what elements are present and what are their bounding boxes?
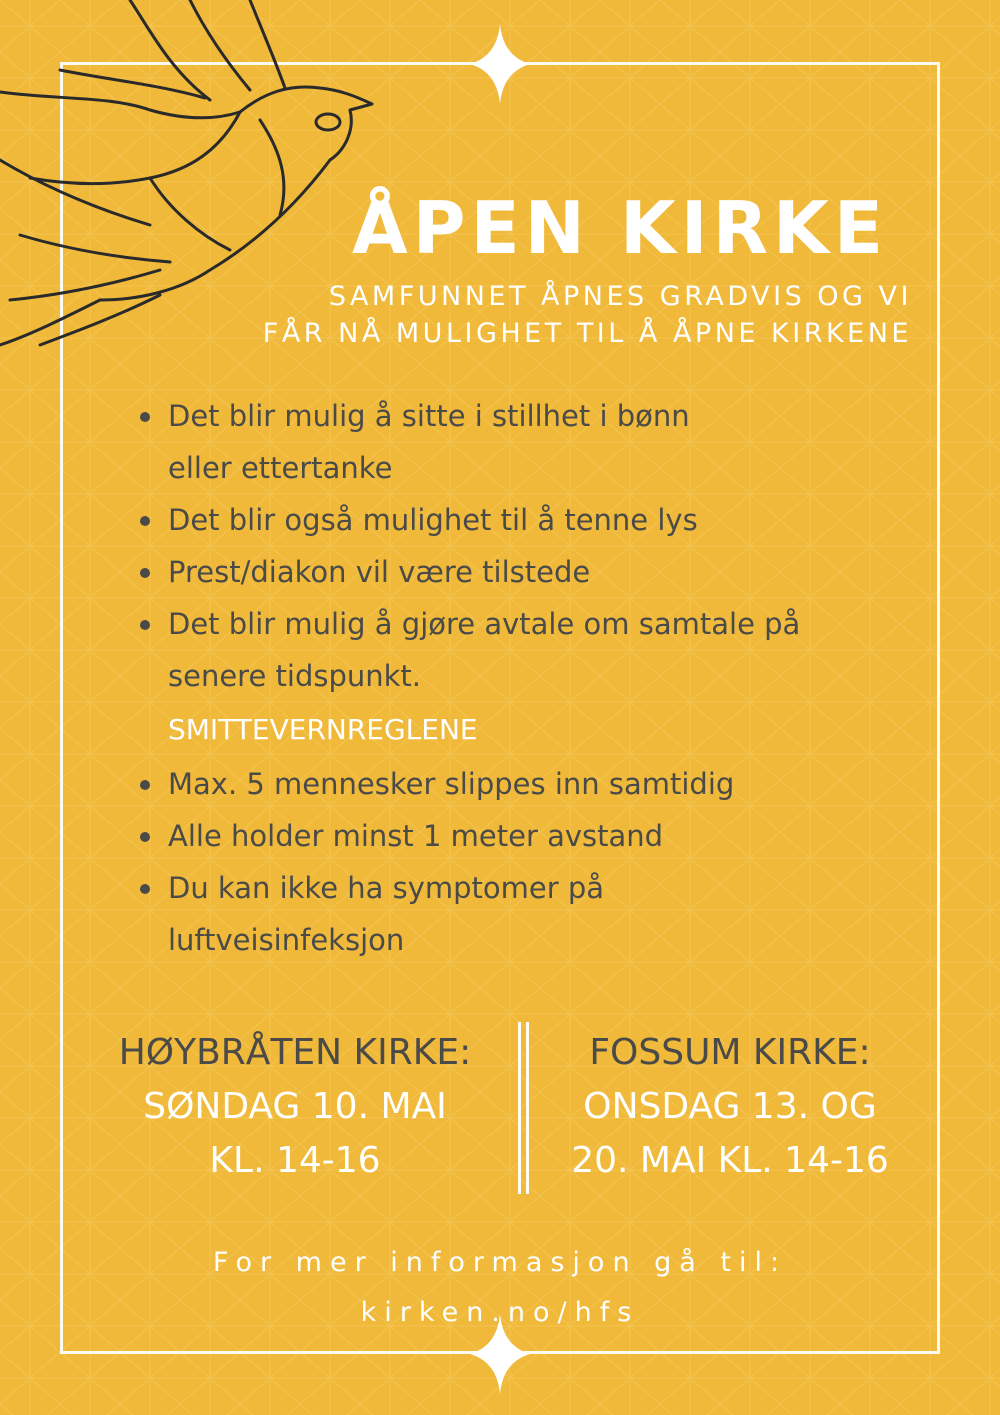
list-item	[140, 390, 900, 494]
bullet-icon	[140, 832, 150, 842]
bullet-icon	[140, 620, 150, 630]
church-name: FOSSUM KIRKE:	[589, 1032, 871, 1073]
list-item-text: Du kan ikke ha symptomer på	[168, 871, 605, 905]
bullet-icon	[140, 884, 150, 894]
list-item-text: Det blir mulig å gjøre avtale om samtale på	[168, 607, 801, 641]
bullet-icon	[140, 780, 150, 790]
list-item-text: Max. 5 mennesker slippes inn samtidig	[168, 767, 735, 801]
page-title: ÅPEN KIRKE	[352, 186, 888, 270]
rules-heading: SMITTEVERNREGLENE	[168, 713, 478, 746]
church-time: SØNDAG 10. MAI	[143, 1086, 447, 1127]
list-item	[140, 598, 900, 702]
church-fossum	[540, 1026, 920, 1188]
subtitle	[263, 278, 912, 352]
church-time: ONSDAG 13. OG	[583, 1086, 877, 1127]
list-item-text: eller ettertanke	[168, 451, 393, 485]
list-item	[140, 758, 900, 810]
subtitle-line: SAMFUNNET ÅPNES GRADVIS OG VI	[328, 281, 912, 312]
list-item	[140, 862, 900, 966]
church-hoybraten	[80, 1026, 510, 1188]
church-name: HØYBRÅTEN KIRKE:	[118, 1032, 472, 1073]
subtitle-line: FÅR NÅ MULIGHET TIL Å ÅPNE KIRKENE	[262, 318, 912, 349]
footer-info	[60, 1238, 940, 1338]
list-item-text: luftveisinfeksjon	[168, 923, 405, 957]
church-time: KL. 14-16	[209, 1140, 381, 1181]
list-item-text: Prest/diakon vil være tilstede	[168, 555, 591, 589]
list-item	[140, 810, 900, 862]
bullet-icon	[140, 516, 150, 526]
list-item-text: Alle holder minst 1 meter avstand	[168, 819, 664, 853]
list-item	[140, 546, 900, 598]
sparkle-star-icon	[470, 24, 530, 104]
footer-link[interactable]: kirken.no/hfs	[360, 1297, 640, 1328]
list-item-text: Det blir også mulighet til å tenne lys	[168, 503, 698, 537]
bullet-icon	[140, 412, 150, 422]
double-divider	[518, 1022, 530, 1194]
bullet-icon	[140, 568, 150, 578]
list-item-text: senere tidspunkt.	[168, 659, 422, 693]
list-item	[140, 494, 900, 546]
footer-text: For mer informasjon gå til:	[212, 1247, 788, 1278]
list-item-text: Det blir mulig å sitte i stillhet i bønn	[168, 399, 690, 433]
church-time: 20. MAI KL. 14-16	[571, 1140, 889, 1181]
info-list	[140, 390, 900, 966]
